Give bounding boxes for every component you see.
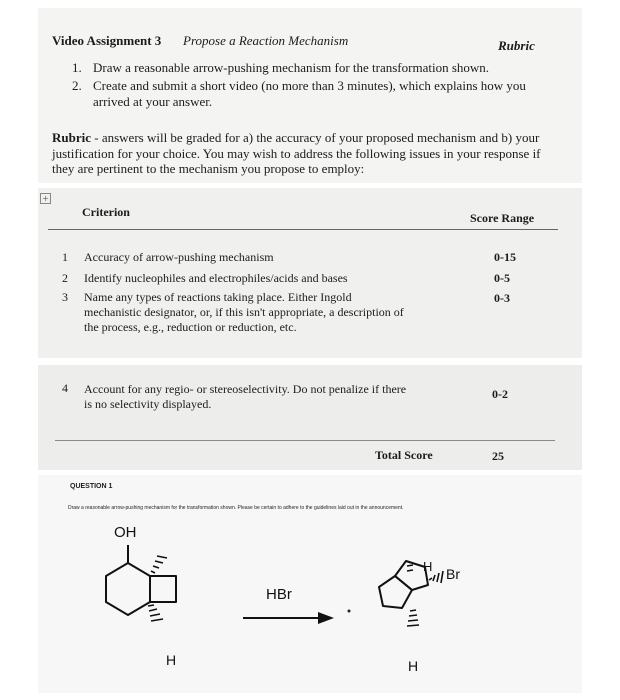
total-score-label: Total Score (375, 448, 433, 462)
criterion-text: Accuracy of arrow-pushing mechanism (84, 250, 274, 264)
instruction-text: Draw a reasonable arrow-pushing mechanism for the transformation shown. (93, 60, 490, 75)
criterion-text: Account for any regio- or stereoselectivity. Do not penalize if there (84, 382, 407, 396)
criterion-text: is no selectivity displayed. (84, 397, 212, 411)
rubric-intro-line: Rubric - answers will be graded for a) the accuracy of your proposed mechanism and b) your (52, 130, 540, 145)
header-divider (48, 229, 558, 230)
product-hashed-bond-bottom (407, 570, 413, 571)
reactant-hashed-bond-bottom (148, 605, 154, 606)
product-hashed-bond-lower (410, 610, 416, 611)
criterion-header: Criterion (82, 205, 130, 219)
question-prompt: Draw a reasonable arrow-pushing mechanism for the transformation shown. Please be certain to adhere to the guidelines laid out in the announcement. (68, 505, 404, 511)
product-br-label: Br (446, 566, 460, 582)
rubric-label: Rubric (498, 38, 535, 53)
reactant-cyclohexane-ring (106, 563, 150, 615)
rubric-intro-line: justification for your choice. You may wish to address the following issues in your response if (52, 146, 541, 161)
score-range: 0-15 (494, 250, 516, 264)
score-range: 0-5 (494, 271, 510, 285)
reactant-hashed-bond-top (151, 571, 155, 573)
criterion-text: Identify nucleophiles and electrophiles/acids and bases (84, 271, 348, 285)
instruction-number: 1. (72, 60, 82, 75)
score-range: 0-2 (492, 387, 508, 401)
instruction-text: Create and submit a short video (no more than 3 minutes), which explains how you (93, 78, 526, 93)
rubric-intro-line: they are pertinent to the mechanism you propose to employ: (52, 161, 365, 176)
reaction-arrow-head (318, 612, 334, 624)
row-number: 2 (62, 271, 68, 285)
reaction-scheme (38, 475, 582, 693)
product-h-top-label: H (423, 559, 433, 574)
row-number: 3 (62, 290, 68, 304)
total-divider (55, 440, 555, 441)
product-left-ring (379, 576, 412, 608)
criterion-text: Name any types of reactions taking place. Either Ingold (84, 290, 352, 304)
row-number: 4 (62, 381, 68, 395)
criterion-text: the process, e.g., reduction or reduction, etc. (84, 320, 297, 334)
product-hashed-bond-top (429, 578, 432, 580)
reactant-oh-label: OH (114, 524, 137, 541)
arrow-dot (348, 610, 351, 613)
rubric-intro-bold: Rubric (52, 130, 91, 145)
row-number: 1 (62, 250, 68, 264)
instruction-number: 2. (72, 78, 82, 93)
assignment-title: Video Assignment 3 (52, 33, 162, 48)
reagent-label: HBr (266, 586, 292, 603)
question-label: QUESTION 1 (70, 483, 113, 490)
score-range-header: Score Range (470, 211, 535, 225)
reactant-cyclobutane-ring (150, 576, 176, 602)
score-range: 0-3 (494, 291, 510, 305)
assignment-subtitle: Propose a Reaction Mechanism (183, 33, 349, 48)
total-score-value: 25 (492, 449, 504, 463)
criterion-text: mechanistic designator, or, if this isn't appropriate, a description of (84, 305, 404, 319)
product-h-bottom-label: H (408, 658, 419, 674)
reactant-h-label: H (166, 652, 177, 668)
instruction-text: arrived at your answer. (93, 94, 213, 109)
move-handle-icon[interactable]: + (40, 193, 51, 204)
